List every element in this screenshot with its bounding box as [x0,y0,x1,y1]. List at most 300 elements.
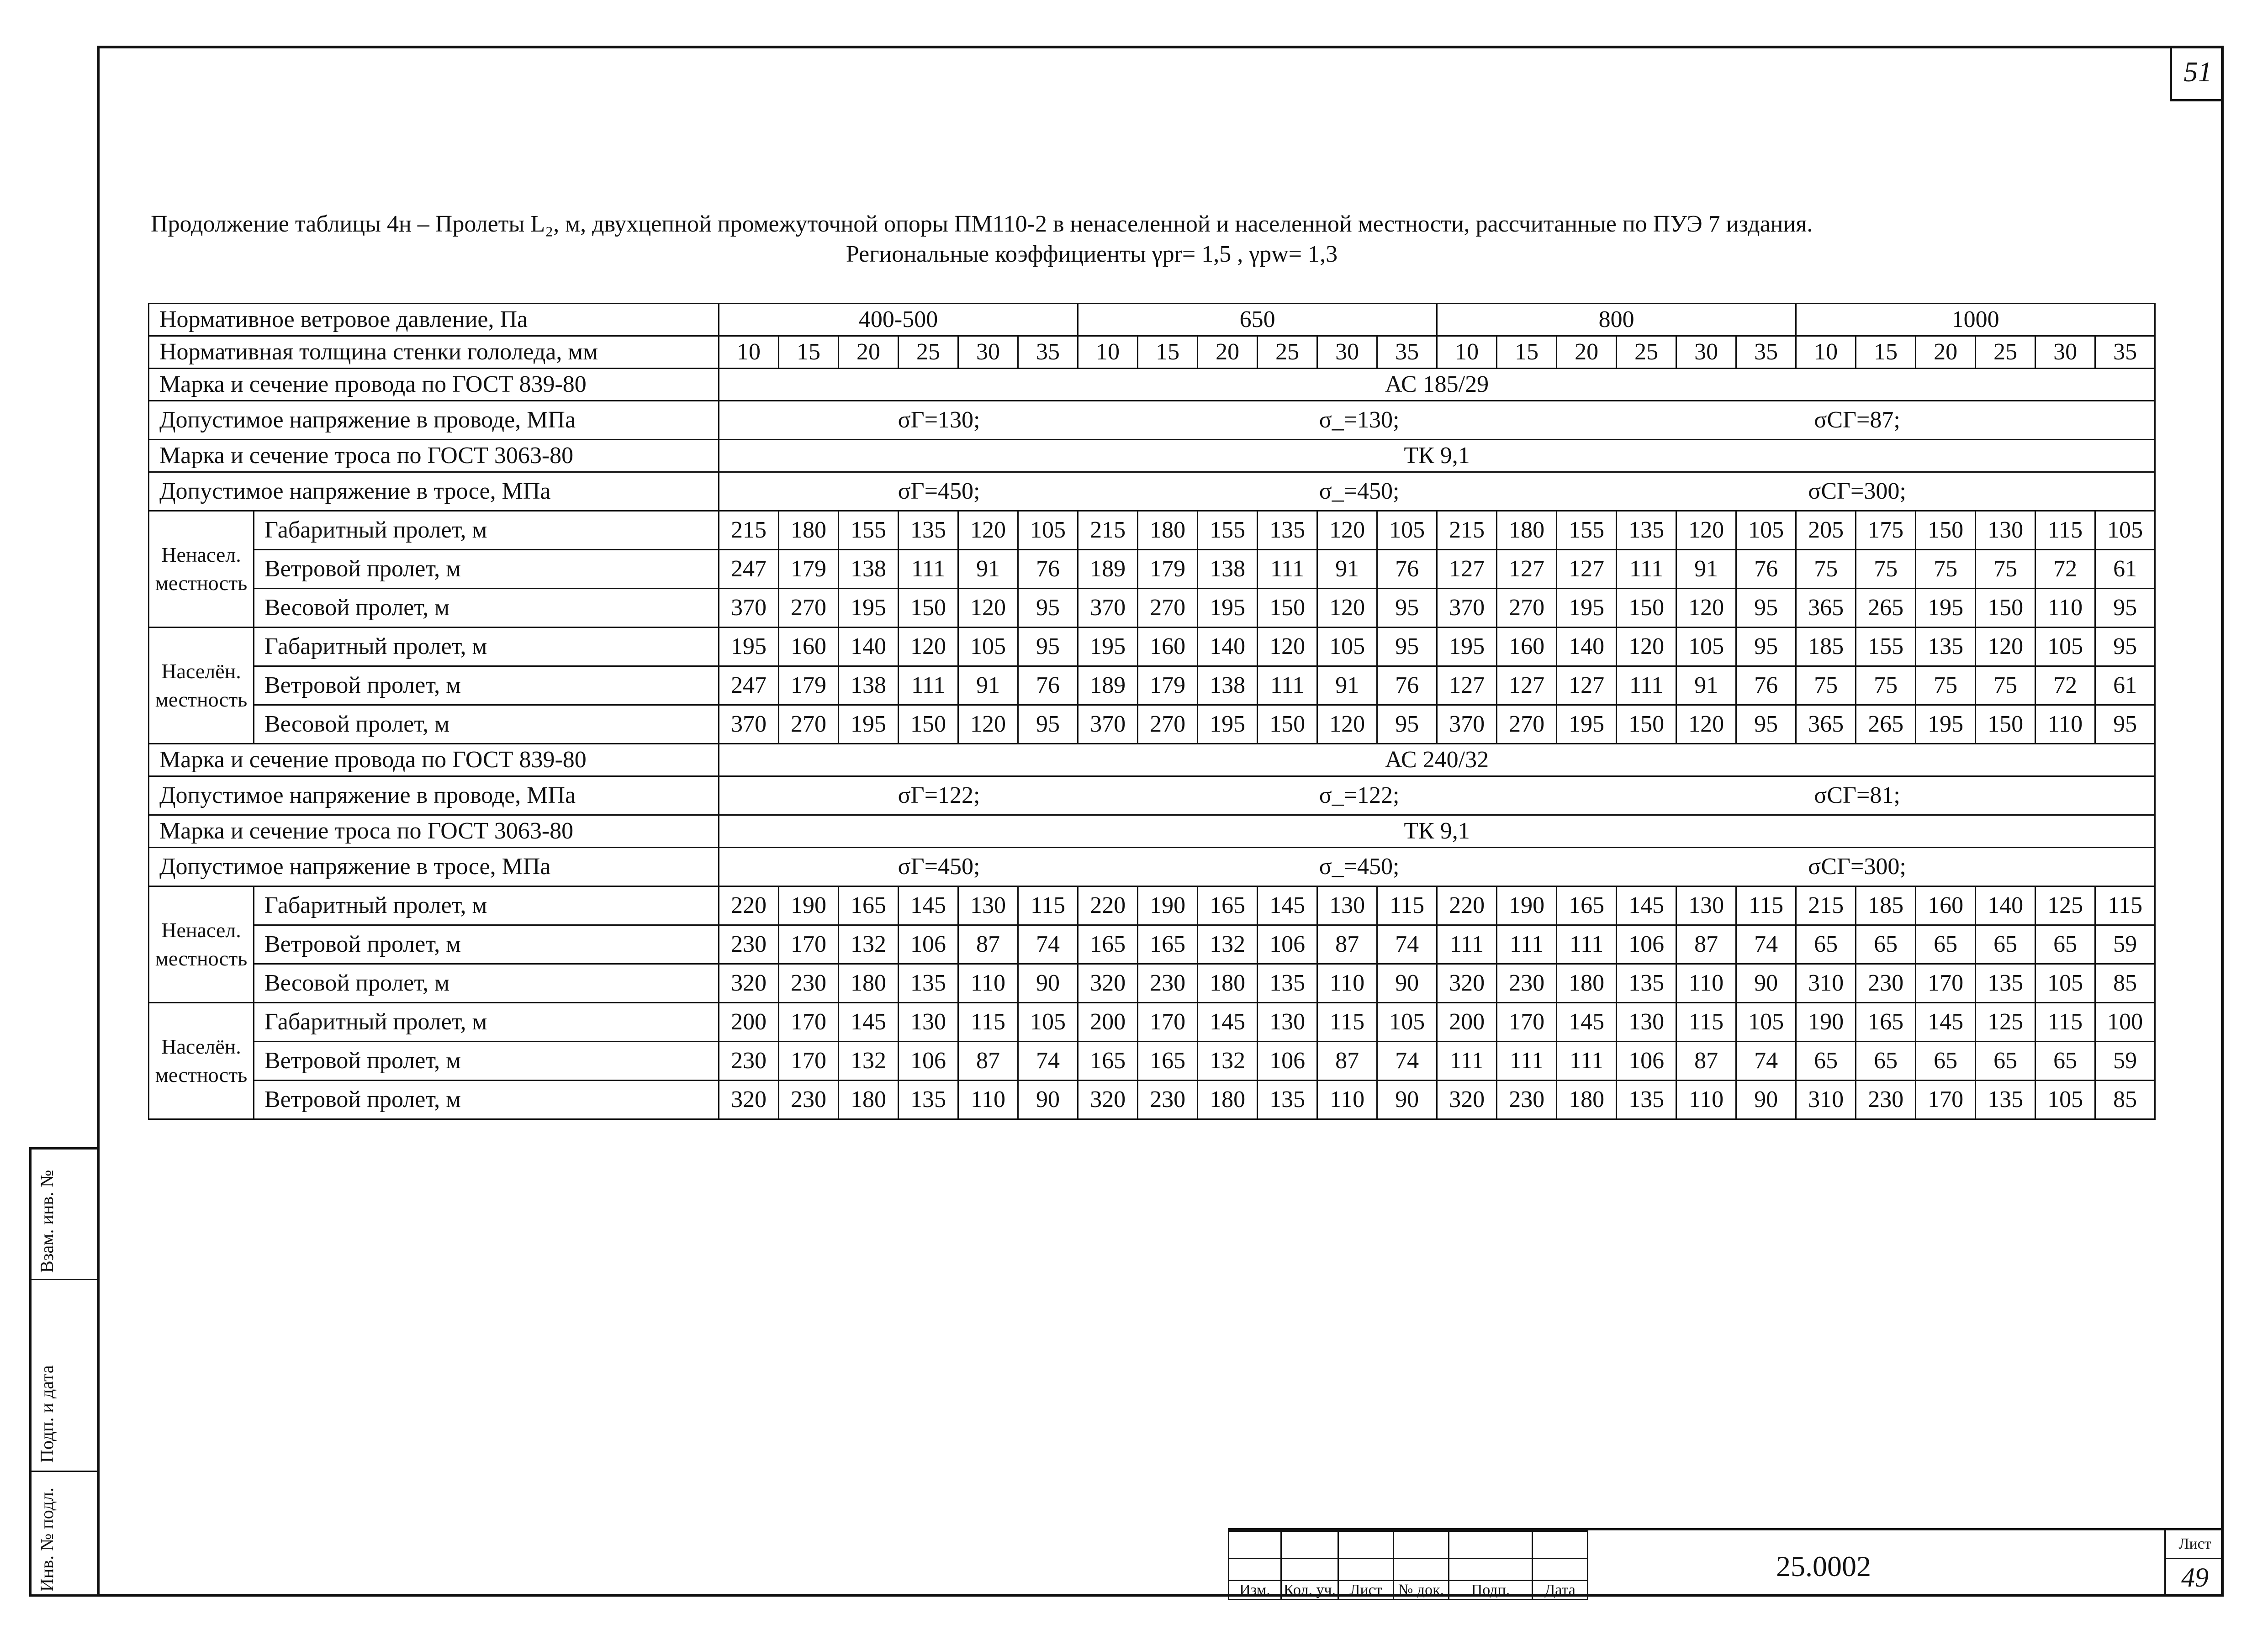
span-value: 105 [2095,511,2155,550]
span-value: 220 [1437,886,1497,925]
span-value: 155 [1856,628,1916,666]
span-value: 140 [1976,886,2035,925]
list-box [2164,1530,2224,1597]
span-value: 130 [1976,511,2035,550]
table-caption [151,209,2033,269]
span-value: 150 [899,705,958,744]
span-value: 195 [1557,589,1617,628]
area-group-label: Ненасел. местность [149,511,254,628]
span-value: 105 [1377,1003,1437,1042]
span-value: 127 [1497,666,1557,705]
span-value: 120 [958,705,1018,744]
span-value: 150 [899,589,958,628]
span-value: 106 [899,925,958,964]
span-value: 195 [839,589,899,628]
span-value: 87 [1676,1042,1736,1081]
span-value: 95 [2095,628,2155,666]
side-stamp [29,1147,97,1597]
span-value: 59 [2095,1042,2155,1081]
span-value: 370 [1078,705,1138,744]
span-value: 145 [1557,1003,1617,1042]
list-value: 49 [2181,1562,2209,1593]
table-row [149,886,2155,925]
span-value: 120 [1258,628,1317,666]
span-value: 90 [1377,964,1437,1003]
title-block [1228,1528,2224,1597]
span-value: 106 [1617,925,1676,964]
span-value: 145 [899,886,958,925]
span-value: 120 [1676,589,1736,628]
span-value: 115 [1736,886,1796,925]
span-value: 270 [779,589,839,628]
span-value: 310 [1796,964,1856,1003]
span-value: 170 [779,925,839,964]
span-value: 90 [1736,1081,1796,1119]
span-value: 91 [958,666,1018,705]
span-value: 130 [1317,886,1377,925]
span-value: 170 [779,1003,839,1042]
span-value: 95 [2095,705,2155,744]
span-row-label: Ветровой пролет, м [254,666,719,705]
span-value: 110 [1317,964,1377,1003]
span-value: 111 [1497,1042,1557,1081]
span-value: 270 [1497,589,1557,628]
span-value: 138 [1198,666,1258,705]
span-value: 85 [2095,1081,2155,1119]
span-value: 111 [899,550,958,589]
span-row-label: Габаритный пролет, м [254,511,719,550]
table-row [149,848,2155,886]
stamp-column-label: Лист [1338,1581,1394,1600]
span-value: 205 [1796,511,1856,550]
span-row-label: Весовой пролет, м [254,705,719,744]
caption-line-2: Региональные коэффициенты γpr= 1,5 , γpw= 1,3 [846,241,1338,267]
area-group-label: Населён. местность [149,1003,254,1119]
span-value: 135 [1258,964,1317,1003]
span-value: 230 [1856,964,1916,1003]
span-value: 140 [1198,628,1258,666]
caption-line-1: Продолжение таблицы 4н – Пролеты L₂, м, двухцепной промежуточной опоры ПМ110-2 в ненаселенной и населенной местности, рассчитанные по ПУЭ 7 издания. [151,211,1813,237]
span-value: 91 [1676,550,1736,589]
span-value: 165 [1138,1042,1198,1081]
wind-pressure-group: 400-500 [719,304,1078,336]
span-value: 65 [1856,925,1916,964]
span-value: 115 [1018,886,1078,925]
span-value: 106 [1258,925,1317,964]
span-value: 138 [1198,550,1258,589]
span-value: 265 [1856,705,1916,744]
span-value: 310 [1796,1081,1856,1119]
area-group-label: Ненасел. местность [149,886,254,1003]
span-value: 110 [1676,1081,1736,1119]
span-value: 65 [1796,925,1856,964]
span-value: 145 [839,1003,899,1042]
span-value: 145 [1198,1003,1258,1042]
span-value: 165 [839,886,899,925]
span-value: 125 [2035,886,2095,925]
list-label: Лист [2166,1530,2224,1559]
span-value: 76 [1018,666,1078,705]
span-value: 365 [1796,589,1856,628]
span-value: 127 [1497,550,1557,589]
span-value: 135 [1617,964,1676,1003]
ice-thickness-value: 30 [958,336,1018,369]
stress-value: σ_=122; [1319,782,1400,808]
span-value: 220 [719,886,779,925]
span-value: 115 [2095,886,2155,925]
span-value: 105 [1317,628,1377,666]
side-label-inventory: Инв. № подл. [37,1487,57,1592]
stress-value: σСГ=300; [1808,854,1906,880]
cable-brand-label: Марка и сечение троса по ГОСТ 3063-80 [149,815,719,848]
span-value: 105 [1377,511,1437,550]
span-value: 90 [1377,1081,1437,1119]
span-value: 95 [1377,705,1437,744]
span-value: 65 [2035,1042,2095,1081]
ice-thickness-value: 20 [839,336,899,369]
span-value: 87 [1317,1042,1377,1081]
span-value: 179 [1138,550,1198,589]
span-value: 165 [1198,886,1258,925]
table-row [149,705,2155,744]
span-value: 195 [1198,589,1258,628]
span-value: 145 [1916,1003,1976,1042]
document-number: 25.0002 [1776,1550,1871,1582]
span-value: 150 [1976,705,2035,744]
span-value: 180 [1198,1081,1258,1119]
span-value: 111 [1437,1042,1497,1081]
span-value: 230 [1138,964,1198,1003]
span-value: 65 [1976,1042,2035,1081]
span-value: 247 [719,666,779,705]
span-value: 115 [2035,511,2095,550]
span-value: 150 [1617,589,1676,628]
stress-value: σГ=450; [898,478,980,504]
span-value: 111 [1437,925,1497,964]
span-value: 120 [958,511,1018,550]
span-value: 120 [1617,628,1676,666]
ice-thickness-value: 35 [1377,336,1437,369]
ice-thickness-label: Нормативная толщина стенки гололеда, мм [149,336,719,369]
wind-pressure-label: Нормативное ветровое давление, Па [149,304,719,336]
span-value: 90 [1018,964,1078,1003]
span-value: 76 [1018,550,1078,589]
side-cell-sign [32,1280,97,1472]
span-value: 105 [1736,511,1796,550]
span-value: 155 [839,511,899,550]
span-value: 130 [1617,1003,1676,1042]
span-value: 75 [1796,666,1856,705]
span-value: 160 [1497,628,1557,666]
span-value: 75 [1856,666,1916,705]
span-value: 132 [839,925,899,964]
span-value: 189 [1078,666,1138,705]
stress-values-cell [719,401,2155,440]
span-value: 95 [1736,705,1796,744]
ice-thickness-value: 15 [779,336,839,369]
span-value: 74 [1018,1042,1078,1081]
span-value: 106 [1617,1042,1676,1081]
span-value: 130 [899,1003,958,1042]
span-value: 179 [779,666,839,705]
span-row-label: Ветровой пролет, м [254,1042,719,1081]
span-value: 75 [1976,666,2035,705]
side-cell-replace [32,1150,97,1280]
side-label-replace: Взам. инв. № [37,1170,57,1273]
span-value: 72 [2035,550,2095,589]
span-value: 180 [1138,511,1198,550]
span-value: 140 [839,628,899,666]
span-value: 220 [1078,886,1138,925]
span-value: 111 [1617,550,1676,589]
span-value: 105 [958,628,1018,666]
span-value: 95 [1736,589,1796,628]
span-value: 65 [1856,1042,1916,1081]
span-value: 111 [1258,550,1317,589]
table-row [149,628,2155,666]
wire-brand-label: Марка и сечение провода по ГОСТ 839-80 [149,369,719,401]
wire-brand-value: АС 240/32 [719,744,2155,776]
span-value: 75 [1916,666,1976,705]
span-row-label: Весовой пролет, м [254,964,719,1003]
span-value: 95 [1018,705,1078,744]
span-value: 165 [1557,886,1617,925]
stress-value: σ_=130; [1319,407,1400,433]
span-value: 170 [1916,964,1976,1003]
span-value: 150 [1617,705,1676,744]
table-row [149,401,2155,440]
table-row [149,1081,2155,1119]
ice-thickness-value: 20 [1198,336,1258,369]
span-value: 215 [719,511,779,550]
sheet-number: 51 [2170,46,2224,101]
span-value: 127 [1437,666,1497,705]
span-value: 135 [1976,1081,2035,1119]
table-row [149,964,2155,1003]
span-value: 270 [1138,705,1198,744]
span-value: 180 [1198,964,1258,1003]
span-value: 170 [1497,1003,1557,1042]
span-value: 140 [1557,628,1617,666]
span-value: 179 [1138,666,1198,705]
span-value: 230 [719,925,779,964]
table-row [149,550,2155,589]
span-value: 132 [1198,925,1258,964]
span-value: 150 [1976,589,2035,628]
span-value: 61 [2095,550,2155,589]
span-value: 95 [1018,589,1078,628]
wire-brand-label: Марка и сечение провода по ГОСТ 839-80 [149,744,719,776]
span-value: 115 [2035,1003,2095,1042]
table-row [149,369,2155,401]
span-value: 135 [899,511,958,550]
span-value: 91 [958,550,1018,589]
span-value: 91 [1676,666,1736,705]
span-value: 110 [958,1081,1018,1119]
table-row [149,589,2155,628]
span-row-label: Ветровой пролет, м [254,1081,719,1119]
span-row-label: Весовой пролет, м [254,589,719,628]
span-row-label: Ветровой пролет, м [254,550,719,589]
span-value: 165 [1078,1042,1138,1081]
span-value: 179 [779,550,839,589]
span-value: 138 [839,666,899,705]
span-value: 195 [1078,628,1138,666]
stress-value: σГ=130; [898,407,980,433]
wire-stress-label: Допустимое напряжение в проводе, МПа [149,401,719,440]
span-value: 370 [1078,589,1138,628]
span-value: 105 [1018,1003,1078,1042]
span-value: 180 [1497,511,1557,550]
span-value: 110 [2035,589,2095,628]
span-value: 76 [1377,666,1437,705]
span-value: 185 [1856,886,1916,925]
ice-thickness-value: 25 [1258,336,1317,369]
ice-thickness-value: 30 [2035,336,2095,369]
span-value: 180 [1557,964,1617,1003]
span-value: 105 [2035,1081,2095,1119]
span-value: 95 [1736,628,1796,666]
span-value: 65 [1916,925,1976,964]
ice-thickness-value: 25 [1976,336,2035,369]
ice-thickness-value: 25 [1617,336,1676,369]
span-value: 110 [1676,964,1736,1003]
span-value: 215 [1078,511,1138,550]
stress-values-cell [719,848,2155,886]
span-value: 195 [1916,705,1976,744]
span-value: 115 [1317,1003,1377,1042]
span-value: 200 [719,1003,779,1042]
span-value: 247 [719,550,779,589]
span-value: 265 [1856,589,1916,628]
span-value: 170 [779,1042,839,1081]
span-value: 180 [839,964,899,1003]
span-value: 74 [1377,925,1437,964]
span-value: 135 [1617,1081,1676,1119]
span-value: 115 [958,1003,1018,1042]
span-value: 195 [1557,705,1617,744]
span-value: 365 [1796,705,1856,744]
span-value: 75 [1916,550,1976,589]
span-value: 320 [719,964,779,1003]
span-value: 230 [1856,1081,1916,1119]
span-value: 59 [2095,925,2155,964]
ice-thickness-value: 25 [899,336,958,369]
span-value: 90 [1018,1081,1078,1119]
span-value: 230 [779,1081,839,1119]
span-value: 230 [779,964,839,1003]
span-value: 85 [2095,964,2155,1003]
span-value: 105 [2035,964,2095,1003]
span-value: 76 [1377,550,1437,589]
table-row [149,744,2155,776]
span-value: 74 [1018,925,1078,964]
ice-thickness-value: 35 [1736,336,1796,369]
span-value: 320 [1437,1081,1497,1119]
span-value: 195 [1437,628,1497,666]
span-value: 145 [1617,886,1676,925]
span-value: 87 [1317,925,1377,964]
span-value: 270 [1138,589,1198,628]
ice-thickness-value: 10 [719,336,779,369]
span-value: 215 [1437,511,1497,550]
table-row [149,1003,2155,1042]
stamp-column-label: Кол. уч. [1281,1581,1338,1600]
span-value: 160 [779,628,839,666]
span-value: 180 [839,1081,899,1119]
stress-value: σСГ=87; [1814,407,1900,433]
stress-value: σСГ=300; [1808,478,1906,504]
wire-brand-value: АС 185/29 [719,369,2155,401]
span-value: 165 [1856,1003,1916,1042]
span-value: 370 [1437,589,1497,628]
ice-thickness-value: 15 [1138,336,1198,369]
span-value: 370 [1437,705,1497,744]
span-value: 195 [839,705,899,744]
span-value: 125 [1976,1003,2035,1042]
span-value: 72 [2035,666,2095,705]
span-value: 190 [1138,886,1198,925]
span-value: 95 [2095,589,2155,628]
span-value: 195 [1916,589,1976,628]
span-value: 320 [1437,964,1497,1003]
stress-values-cell [719,472,2155,511]
span-value: 95 [1018,628,1078,666]
span-value: 190 [779,886,839,925]
span-value: 155 [1198,511,1258,550]
span-value: 230 [1497,1081,1557,1119]
span-value: 106 [1258,1042,1317,1081]
side-label-sign: Подп. и дата [37,1365,57,1463]
span-value: 105 [1018,511,1078,550]
span-value: 95 [1377,628,1437,666]
stress-value: σ_=450; [1319,478,1400,504]
table-row [149,336,2155,369]
span-value: 270 [779,705,839,744]
ice-thickness-value: 10 [1437,336,1497,369]
ice-thickness-value: 30 [1676,336,1736,369]
span-value: 135 [1976,964,2035,1003]
span-row-label: Габаритный пролет, м [254,628,719,666]
span-value: 230 [1138,1081,1198,1119]
span-value: 165 [1138,925,1198,964]
span-value: 91 [1317,666,1377,705]
span-value: 230 [719,1042,779,1081]
span-value: 105 [1736,1003,1796,1042]
span-row-label: Ветровой пролет, м [254,925,719,964]
cable-stress-label: Допустимое напряжение в тросе, МПа [149,472,719,511]
span-value: 76 [1736,666,1796,705]
span-value: 165 [1078,925,1138,964]
span-value: 120 [958,589,1018,628]
span-value: 65 [2035,925,2095,964]
span-value: 91 [1317,550,1377,589]
span-value: 75 [1856,550,1916,589]
stress-value: σГ=122; [898,782,980,808]
cable-brand-label: Марка и сечение троса по ГОСТ 3063-80 [149,440,719,472]
ice-thickness-value: 10 [1078,336,1138,369]
span-value: 130 [1676,886,1736,925]
wind-pressure-group: 800 [1437,304,1796,336]
span-value: 189 [1078,550,1138,589]
wind-pressure-group: 650 [1078,304,1437,336]
cable-brand-value: ТК 9,1 [719,815,2155,848]
span-value: 61 [2095,666,2155,705]
ice-thickness-value: 30 [1317,336,1377,369]
span-value: 150 [1258,589,1317,628]
span-value: 230 [1497,964,1557,1003]
span-value: 87 [958,925,1018,964]
